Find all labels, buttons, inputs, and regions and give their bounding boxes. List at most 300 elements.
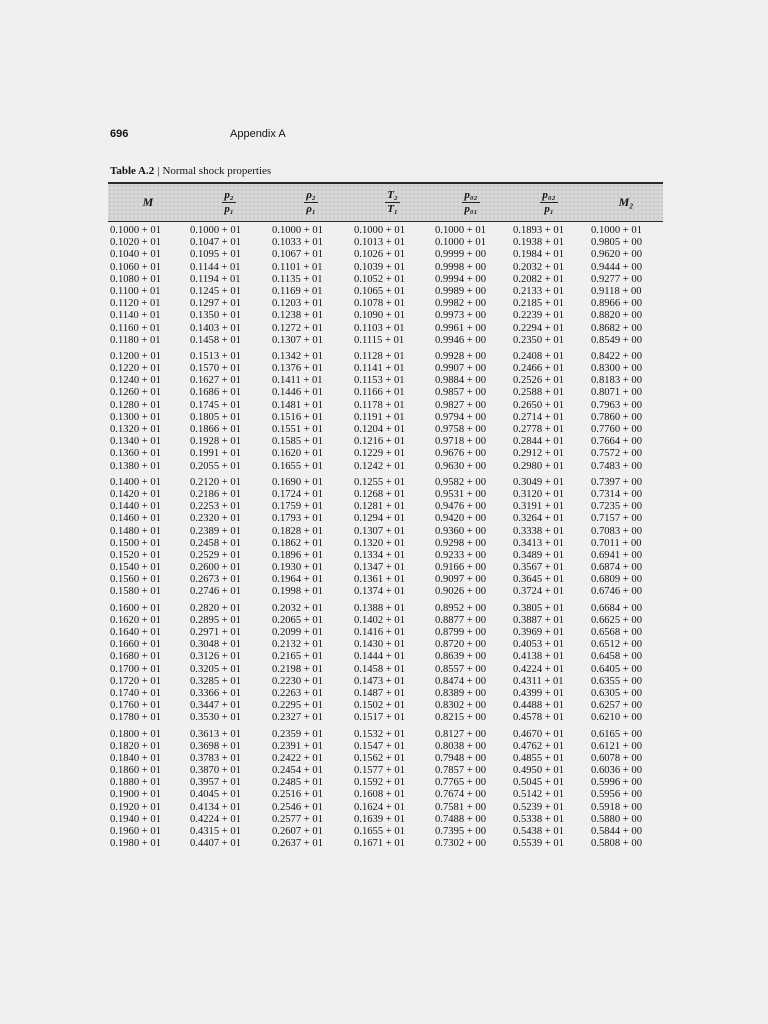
table-cell: 0.9982 + 00 — [435, 298, 486, 310]
table-cell: 0.8966 + 00 — [591, 298, 642, 310]
table-cell: 0.1360 + 01 — [110, 448, 161, 460]
table-cell: 0.1446 + 01 — [272, 387, 323, 399]
table-cell: 0.1585 + 01 — [272, 436, 323, 448]
fraction-denominator: p₁ — [224, 203, 234, 215]
table-cell: 0.4311 + 01 — [513, 675, 564, 687]
table-cell: 0.9827 + 00 — [435, 399, 486, 411]
table-cell: 0.9794 + 00 — [435, 411, 486, 423]
fraction-denominator: p₁ — [544, 203, 554, 215]
row-group — [108, 225, 663, 347]
table-cell: 0.8038 + 00 — [435, 740, 486, 752]
table-cell: 0.9961 + 00 — [435, 322, 486, 334]
caption-separator: | — [157, 165, 160, 177]
table-cell: 0.3567 + 01 — [513, 562, 564, 574]
table-cell: 0.1686 + 01 — [190, 387, 241, 399]
table-cell: 0.8639 + 00 — [435, 651, 486, 663]
table-cell: 0.2600 + 01 — [190, 562, 241, 574]
table-cell: 0.1984 + 01 — [513, 249, 564, 261]
table-cell: 0.2746 + 01 — [190, 586, 241, 598]
table-cell: 0.1307 + 01 — [354, 525, 405, 537]
table-cell: 0.2032 + 01 — [272, 602, 323, 614]
table-cell: 0.8549 + 00 — [591, 334, 642, 346]
table-cell: 0.1620 + 01 — [110, 614, 161, 626]
table-cell: 0.1430 + 01 — [354, 639, 405, 651]
table-cell: 0.2185 + 01 — [513, 298, 564, 310]
table-cell: 0.9444 + 00 — [591, 261, 642, 273]
table-cell: 0.6257 + 00 — [591, 700, 642, 712]
table-cell: 0.1820 + 01 — [110, 740, 161, 752]
table-cell: 0.2198 + 01 — [272, 663, 323, 675]
table-cell: 0.3887 + 01 — [513, 614, 564, 626]
table-cell: 0.1229 + 01 — [354, 448, 405, 460]
fraction-denominator: T₁ — [387, 203, 398, 215]
table-cell: 0.1444 + 01 — [354, 651, 405, 663]
table-cell: 0.5338 + 01 — [513, 813, 564, 825]
table-cell: 0.3049 + 01 — [513, 476, 564, 488]
table-cell: 0.3120 + 01 — [513, 488, 564, 500]
table-cell: 0.1655 + 01 — [354, 826, 405, 837]
table-cell: 0.2526 + 01 — [513, 375, 564, 387]
table-cell: 0.2186 + 01 — [190, 488, 241, 500]
table-cell: 0.1280 + 01 — [110, 399, 161, 411]
table-row — [108, 363, 663, 375]
table-cell: 0.1342 + 01 — [272, 350, 323, 362]
table-cell: 0.7083 + 00 — [591, 525, 642, 537]
table-cell: 0.1862 + 01 — [272, 537, 323, 549]
table-row — [108, 424, 663, 436]
table-cell: 0.1203 + 01 — [272, 298, 323, 310]
table-cell: 0.4407 + 01 — [190, 838, 241, 850]
table-cell: 0.9360 + 00 — [435, 525, 486, 537]
table-cell: 0.1560 + 01 — [110, 574, 161, 586]
table-row — [108, 526, 663, 538]
table-row — [108, 513, 663, 525]
table-cell: 0.9420 + 00 — [435, 513, 486, 525]
table-cell: 0.1020 + 01 — [110, 237, 161, 249]
table-cell: 0.1759 + 01 — [272, 501, 323, 513]
table-cell: 0.1000 + 01 — [435, 237, 486, 249]
table-cell: 0.3724 + 01 — [513, 586, 564, 598]
table-row — [108, 603, 663, 615]
table-cell: 0.9277 + 00 — [591, 273, 642, 285]
table-cell: 0.1320 + 01 — [354, 537, 405, 549]
table-row — [108, 765, 663, 777]
table-row — [108, 615, 663, 627]
table-cell: 0.2065 + 01 — [272, 614, 323, 626]
table-cell: 0.1180 + 01 — [110, 334, 161, 346]
table-cell: 0.1980 + 01 — [110, 838, 161, 850]
table-cell: 0.4488 + 01 — [513, 700, 564, 712]
table-cell: 0.8389 + 00 — [435, 687, 486, 699]
fraction-denominator: ρ₁ — [306, 203, 316, 215]
table-cell: 0.1938 + 01 — [513, 237, 564, 249]
table-cell: 0.7483 + 00 — [591, 460, 642, 472]
table-cell: 0.9946 + 00 — [435, 334, 486, 346]
table-cell: 0.6405 + 00 — [591, 663, 642, 675]
table-cell: 0.7765 + 00 — [435, 777, 486, 789]
table-cell: 0.4134 + 01 — [190, 801, 241, 813]
table-cell: 0.9476 + 00 — [435, 501, 486, 513]
table-cell: 0.1671 + 01 — [354, 838, 405, 850]
table-row — [108, 741, 663, 753]
table-cell: 0.1047 + 01 — [190, 237, 241, 249]
table-cell: 0.7674 + 00 — [435, 789, 486, 801]
table-cell: 0.1532 + 01 — [354, 728, 405, 740]
table-cell: 0.6121 + 00 — [591, 740, 642, 752]
table-cell: 0.2454 + 01 — [272, 765, 323, 777]
table-cell: 0.1340 + 01 — [110, 436, 161, 448]
table-cell: 0.6036 + 00 — [591, 765, 642, 777]
table-cell: 0.2844 + 01 — [513, 436, 564, 448]
table-cell: 0.6625 + 00 — [591, 614, 642, 626]
table-cell: 0.6512 + 00 — [591, 639, 642, 651]
table-row — [108, 777, 663, 789]
table-cell: 0.1540 + 01 — [110, 562, 161, 574]
table-cell: 0.1060 + 01 — [110, 261, 161, 273]
table-cell: 0.9166 + 00 — [435, 562, 486, 574]
table-cell: 0.1411 + 01 — [272, 375, 323, 387]
table-cell: 0.8183 + 00 — [591, 375, 642, 387]
section-title: Appendix A — [230, 128, 286, 140]
table-cell: 0.2466 + 01 — [513, 363, 564, 375]
table-cell: 0.1517 + 01 — [354, 712, 405, 724]
table-cell: 0.5844 + 00 — [591, 826, 642, 837]
table-cell: 0.7581 + 00 — [435, 801, 486, 813]
table-cell: 0.2391 + 01 — [272, 740, 323, 752]
table-cell: 0.1272 + 01 — [272, 322, 323, 334]
table-cell: 0.1334 + 01 — [354, 549, 405, 561]
table-cell: 0.1178 + 01 — [354, 399, 405, 411]
table-cell: 0.7011 + 00 — [591, 537, 642, 549]
table-cell: 0.7572 + 00 — [591, 448, 642, 460]
fraction — [385, 189, 400, 216]
table-cell: 0.1720 + 01 — [110, 675, 161, 687]
table-cell: 0.6568 + 00 — [591, 627, 642, 638]
table-cell: 0.2485 + 01 — [272, 777, 323, 789]
table-cell: 0.2082 + 01 — [513, 273, 564, 285]
table-cell: 0.9233 + 00 — [435, 549, 486, 561]
table-cell: 0.2263 + 01 — [272, 687, 323, 699]
table-body — [108, 225, 663, 850]
table-cell: 0.1281 + 01 — [354, 501, 405, 513]
table-cell: 0.3048 + 01 — [190, 639, 241, 651]
table-cell: 0.7857 + 00 — [435, 765, 486, 777]
table-cell: 0.1440 + 01 — [110, 501, 161, 513]
table-cell: 0.9676 + 00 — [435, 448, 486, 460]
table-cell: 0.9582 + 00 — [435, 476, 486, 488]
table-cell: 0.7235 + 00 — [591, 501, 642, 513]
table-row — [108, 729, 663, 741]
table-cell: 0.1900 + 01 — [110, 789, 161, 801]
table-cell: 0.8799 + 00 — [435, 627, 486, 638]
table-cell: 0.7397 + 00 — [591, 476, 642, 488]
page-header — [110, 128, 670, 144]
table-cell: 0.1294 + 01 — [354, 513, 405, 525]
table-cell: 0.8557 + 00 — [435, 663, 486, 675]
table-cell: 0.1160 + 01 — [110, 322, 161, 334]
column-header-temperature-ratio — [352, 189, 433, 216]
table-cell: 0.7314 + 00 — [591, 488, 642, 500]
table-cell: 0.4855 + 01 — [513, 752, 564, 764]
table-cell: 0.1577 + 01 — [354, 765, 405, 777]
table-cell: 0.1624 + 01 — [354, 801, 405, 813]
table-cell: 0.1245 + 01 — [190, 285, 241, 297]
table-cell: 0.1400 + 01 — [110, 476, 161, 488]
table-row — [108, 627, 663, 639]
table-cell: 0.1416 + 01 — [354, 627, 405, 638]
table-cell: 0.4670 + 01 — [513, 728, 564, 740]
table-cell: 0.1204 + 01 — [354, 424, 405, 435]
table-cell: 0.1402 + 01 — [354, 614, 405, 626]
fraction-numerator: p₀₂ — [464, 189, 478, 201]
table-row — [108, 286, 663, 298]
table-cell: 0.1144 + 01 — [190, 261, 241, 273]
table-cell: 0.1960 + 01 — [110, 826, 161, 837]
table-cell: 0.1120 + 01 — [110, 298, 161, 310]
table-cell: 0.1000 + 01 — [110, 225, 161, 236]
table-cell: 0.6210 + 00 — [591, 712, 642, 724]
table-cell: 0.2980 + 01 — [513, 460, 564, 472]
table-cell: 0.3783 + 01 — [190, 752, 241, 764]
table-row — [108, 664, 663, 676]
table-cell: 0.2165 + 01 — [272, 651, 323, 663]
column-header-density-ratio — [270, 189, 352, 216]
table-cell: 0.3698 + 01 — [190, 740, 241, 752]
table-cell: 0.1040 + 01 — [110, 249, 161, 261]
table-cell: 0.2099 + 01 — [272, 627, 323, 638]
table-row — [108, 501, 663, 513]
table-cell: 0.3530 + 01 — [190, 712, 241, 724]
table-cell: 0.1700 + 01 — [110, 663, 161, 675]
table-cell: 0.1780 + 01 — [110, 712, 161, 724]
table-cell: 0.1520 + 01 — [110, 549, 161, 561]
table-row — [108, 489, 663, 501]
table-row — [108, 802, 663, 814]
table-cell: 0.2055 + 01 — [190, 460, 241, 472]
table-row — [108, 826, 663, 838]
table-cell: 0.1928 + 01 — [190, 436, 241, 448]
table-cell: 0.1640 + 01 — [110, 627, 161, 638]
table-cell: 0.1039 + 01 — [354, 261, 405, 273]
table-cell: 0.4224 + 01 — [190, 813, 241, 825]
table-row — [108, 477, 663, 489]
table-cell: 0.1500 + 01 — [110, 537, 161, 549]
normal-shock-table — [108, 182, 663, 854]
fraction — [304, 189, 318, 216]
fraction-numerator: p₂ — [224, 189, 234, 201]
table-cell: 0.1502 + 01 — [354, 700, 405, 712]
table-row — [108, 237, 663, 249]
table-cell: 0.1828 + 01 — [272, 525, 323, 537]
table-cell: 0.1374 + 01 — [354, 586, 405, 598]
table-cell: 0.6305 + 00 — [591, 687, 642, 699]
table-cell: 0.1940 + 01 — [110, 813, 161, 825]
table-header-rule — [108, 221, 663, 222]
table-row — [108, 712, 663, 724]
fraction — [540, 189, 557, 216]
table-cell: 0.4578 + 01 — [513, 712, 564, 724]
table-cell: 0.5918 + 00 — [591, 801, 642, 813]
table-cell: 0.9805 + 00 — [591, 237, 642, 249]
table-row — [108, 700, 663, 712]
table-cell: 0.1026 + 01 — [354, 249, 405, 261]
table-cell: 0.1964 + 01 — [272, 574, 323, 586]
table-cell: 0.1866 + 01 — [190, 424, 241, 435]
table-row — [108, 838, 663, 850]
table-cell: 0.2422 + 01 — [272, 752, 323, 764]
table-cell: 0.5438 + 01 — [513, 826, 564, 837]
table-cell: 0.8474 + 00 — [435, 675, 486, 687]
table-cell: 0.2912 + 01 — [513, 448, 564, 460]
row-group — [108, 603, 663, 725]
table-cell: 0.1760 + 01 — [110, 700, 161, 712]
table-cell: 0.2389 + 01 — [190, 525, 241, 537]
table-cell: 0.9026 + 00 — [435, 586, 486, 598]
table-cell: 0.1600 + 01 — [110, 602, 161, 614]
fraction-numerator: p₀₂ — [542, 189, 556, 201]
table-row — [108, 274, 663, 286]
table-cell: 0.9097 + 00 — [435, 574, 486, 586]
table-cell: 0.1242 + 01 — [354, 460, 405, 472]
table-row — [108, 249, 663, 261]
table-cell: 0.4224 + 01 — [513, 663, 564, 675]
table-cell: 0.1128 + 01 — [354, 350, 405, 362]
table-caption — [110, 165, 271, 177]
fraction-numerator: ρ₂ — [306, 189, 316, 201]
table-cell: 0.2294 + 01 — [513, 322, 564, 334]
table-cell: 0.1166 + 01 — [354, 387, 405, 399]
table-cell: 0.7664 + 00 — [591, 436, 642, 448]
table-cell: 0.3126 + 01 — [190, 651, 241, 663]
table-cell: 0.2230 + 01 — [272, 675, 323, 687]
table-cell: 0.1101 + 01 — [272, 261, 323, 273]
table-cell: 0.5956 + 00 — [591, 789, 642, 801]
table-cell: 0.1570 + 01 — [190, 363, 241, 375]
table-cell: 0.1592 + 01 — [354, 777, 405, 789]
table-cell: 0.1473 + 01 — [354, 675, 405, 687]
table-cell: 0.4045 + 01 — [190, 789, 241, 801]
table-cell: 0.6941 + 00 — [591, 549, 642, 561]
table-title: Normal shock properties — [162, 165, 272, 177]
table-cell: 0.2516 + 01 — [272, 789, 323, 801]
page-number: 696 — [110, 128, 129, 140]
table-cell: 0.2895 + 01 — [190, 614, 241, 626]
table-cell: 0.5880 + 00 — [591, 813, 642, 825]
table-cell: 0.3489 + 01 — [513, 549, 564, 561]
table-cell: 0.1551 + 01 — [272, 424, 323, 435]
table-row — [108, 676, 663, 688]
table-cell: 0.3805 + 01 — [513, 602, 564, 614]
table-cell: 0.9118 + 00 — [591, 285, 642, 297]
table-cell: 0.4950 + 01 — [513, 765, 564, 777]
table-cell: 0.1991 + 01 — [190, 448, 241, 460]
table-cell: 0.8300 + 00 — [591, 363, 642, 375]
table-cell: 0.1480 + 01 — [110, 525, 161, 537]
table-cell: 0.1268 + 01 — [354, 488, 405, 500]
table-cell: 0.2350 + 01 — [513, 334, 564, 346]
table-cell: 0.6078 + 00 — [591, 752, 642, 764]
table-cell: 0.1103 + 01 — [354, 322, 405, 334]
table-cell: 0.3870 + 01 — [190, 765, 241, 777]
table-cell: 0.1350 + 01 — [190, 310, 241, 322]
table-row — [108, 436, 663, 448]
table-cell: 0.1458 + 01 — [190, 334, 241, 346]
table-cell: 0.1000 + 01 — [272, 225, 323, 236]
table-cell: 0.6809 + 00 — [591, 574, 642, 586]
table-cell: 0.9989 + 00 — [435, 285, 486, 297]
table-row — [108, 375, 663, 387]
table-cell: 0.7302 + 00 — [435, 838, 486, 850]
table-row — [108, 412, 663, 424]
table-cell: 0.1095 + 01 — [190, 249, 241, 261]
table-cell: 0.1516 + 01 — [272, 411, 323, 423]
table-cell: 0.1580 + 01 — [110, 586, 161, 598]
table-cell: 0.2820 + 01 — [190, 602, 241, 614]
table-header-row — [108, 184, 663, 221]
table-cell: 0.1000 + 01 — [354, 225, 405, 236]
table-cell: 0.1740 + 01 — [110, 687, 161, 699]
table-cell: 0.8877 + 00 — [435, 614, 486, 626]
table-cell: 0.3413 + 01 — [513, 537, 564, 549]
row-group — [108, 477, 663, 599]
table-cell: 0.2295 + 01 — [272, 700, 323, 712]
column-label: M₂ — [618, 195, 634, 209]
table-cell: 0.1458 + 01 — [354, 663, 405, 675]
table-cell: 0.3645 + 01 — [513, 574, 564, 586]
table-cell: 0.5045 + 01 — [513, 777, 564, 789]
table-cell: 0.9857 + 00 — [435, 387, 486, 399]
table-cell: 0.3264 + 01 — [513, 513, 564, 525]
table-cell: 0.2032 + 01 — [513, 261, 564, 273]
table-cell: 0.1724 + 01 — [272, 488, 323, 500]
table-row — [108, 262, 663, 274]
column-header-mach — [108, 195, 188, 210]
table-row — [108, 639, 663, 651]
table-cell: 0.9884 + 00 — [435, 375, 486, 387]
table-cell: 0.1320 + 01 — [110, 424, 161, 435]
column-label: M — [142, 195, 154, 209]
table-cell: 0.1655 + 01 — [272, 460, 323, 472]
fraction-numerator: T₂ — [387, 189, 398, 201]
table-cell: 0.1793 + 01 — [272, 513, 323, 525]
table-cell: 0.1238 + 01 — [272, 310, 323, 322]
table-cell: 0.2132 + 01 — [272, 639, 323, 651]
table-cell: 0.1660 + 01 — [110, 639, 161, 651]
table-cell: 0.1896 + 01 — [272, 549, 323, 561]
table-cell: 0.3447 + 01 — [190, 700, 241, 712]
table-row — [108, 335, 663, 347]
table-cell: 0.4138 + 01 — [513, 651, 564, 663]
table-row — [108, 562, 663, 574]
table-cell: 0.1745 + 01 — [190, 399, 241, 411]
table-cell: 0.9298 + 00 — [435, 537, 486, 549]
table-cell: 0.1460 + 01 — [110, 513, 161, 525]
table-cell: 0.1153 + 01 — [354, 375, 405, 387]
table-cell: 0.4315 + 01 — [190, 826, 241, 837]
table-cell: 0.2637 + 01 — [272, 838, 323, 850]
table-cell: 0.1920 + 01 — [110, 801, 161, 813]
table-cell: 0.5142 + 01 — [513, 789, 564, 801]
table-cell: 0.1361 + 01 — [354, 574, 405, 586]
table-cell: 0.8071 + 00 — [591, 387, 642, 399]
table-cell: 0.7963 + 00 — [591, 399, 642, 411]
table-cell: 0.1115 + 01 — [354, 334, 405, 346]
table-cell: 0.3969 + 01 — [513, 627, 564, 638]
table-cell: 0.6874 + 00 — [591, 562, 642, 574]
table-row — [108, 538, 663, 550]
table-row — [108, 448, 663, 460]
row-group — [108, 351, 663, 473]
